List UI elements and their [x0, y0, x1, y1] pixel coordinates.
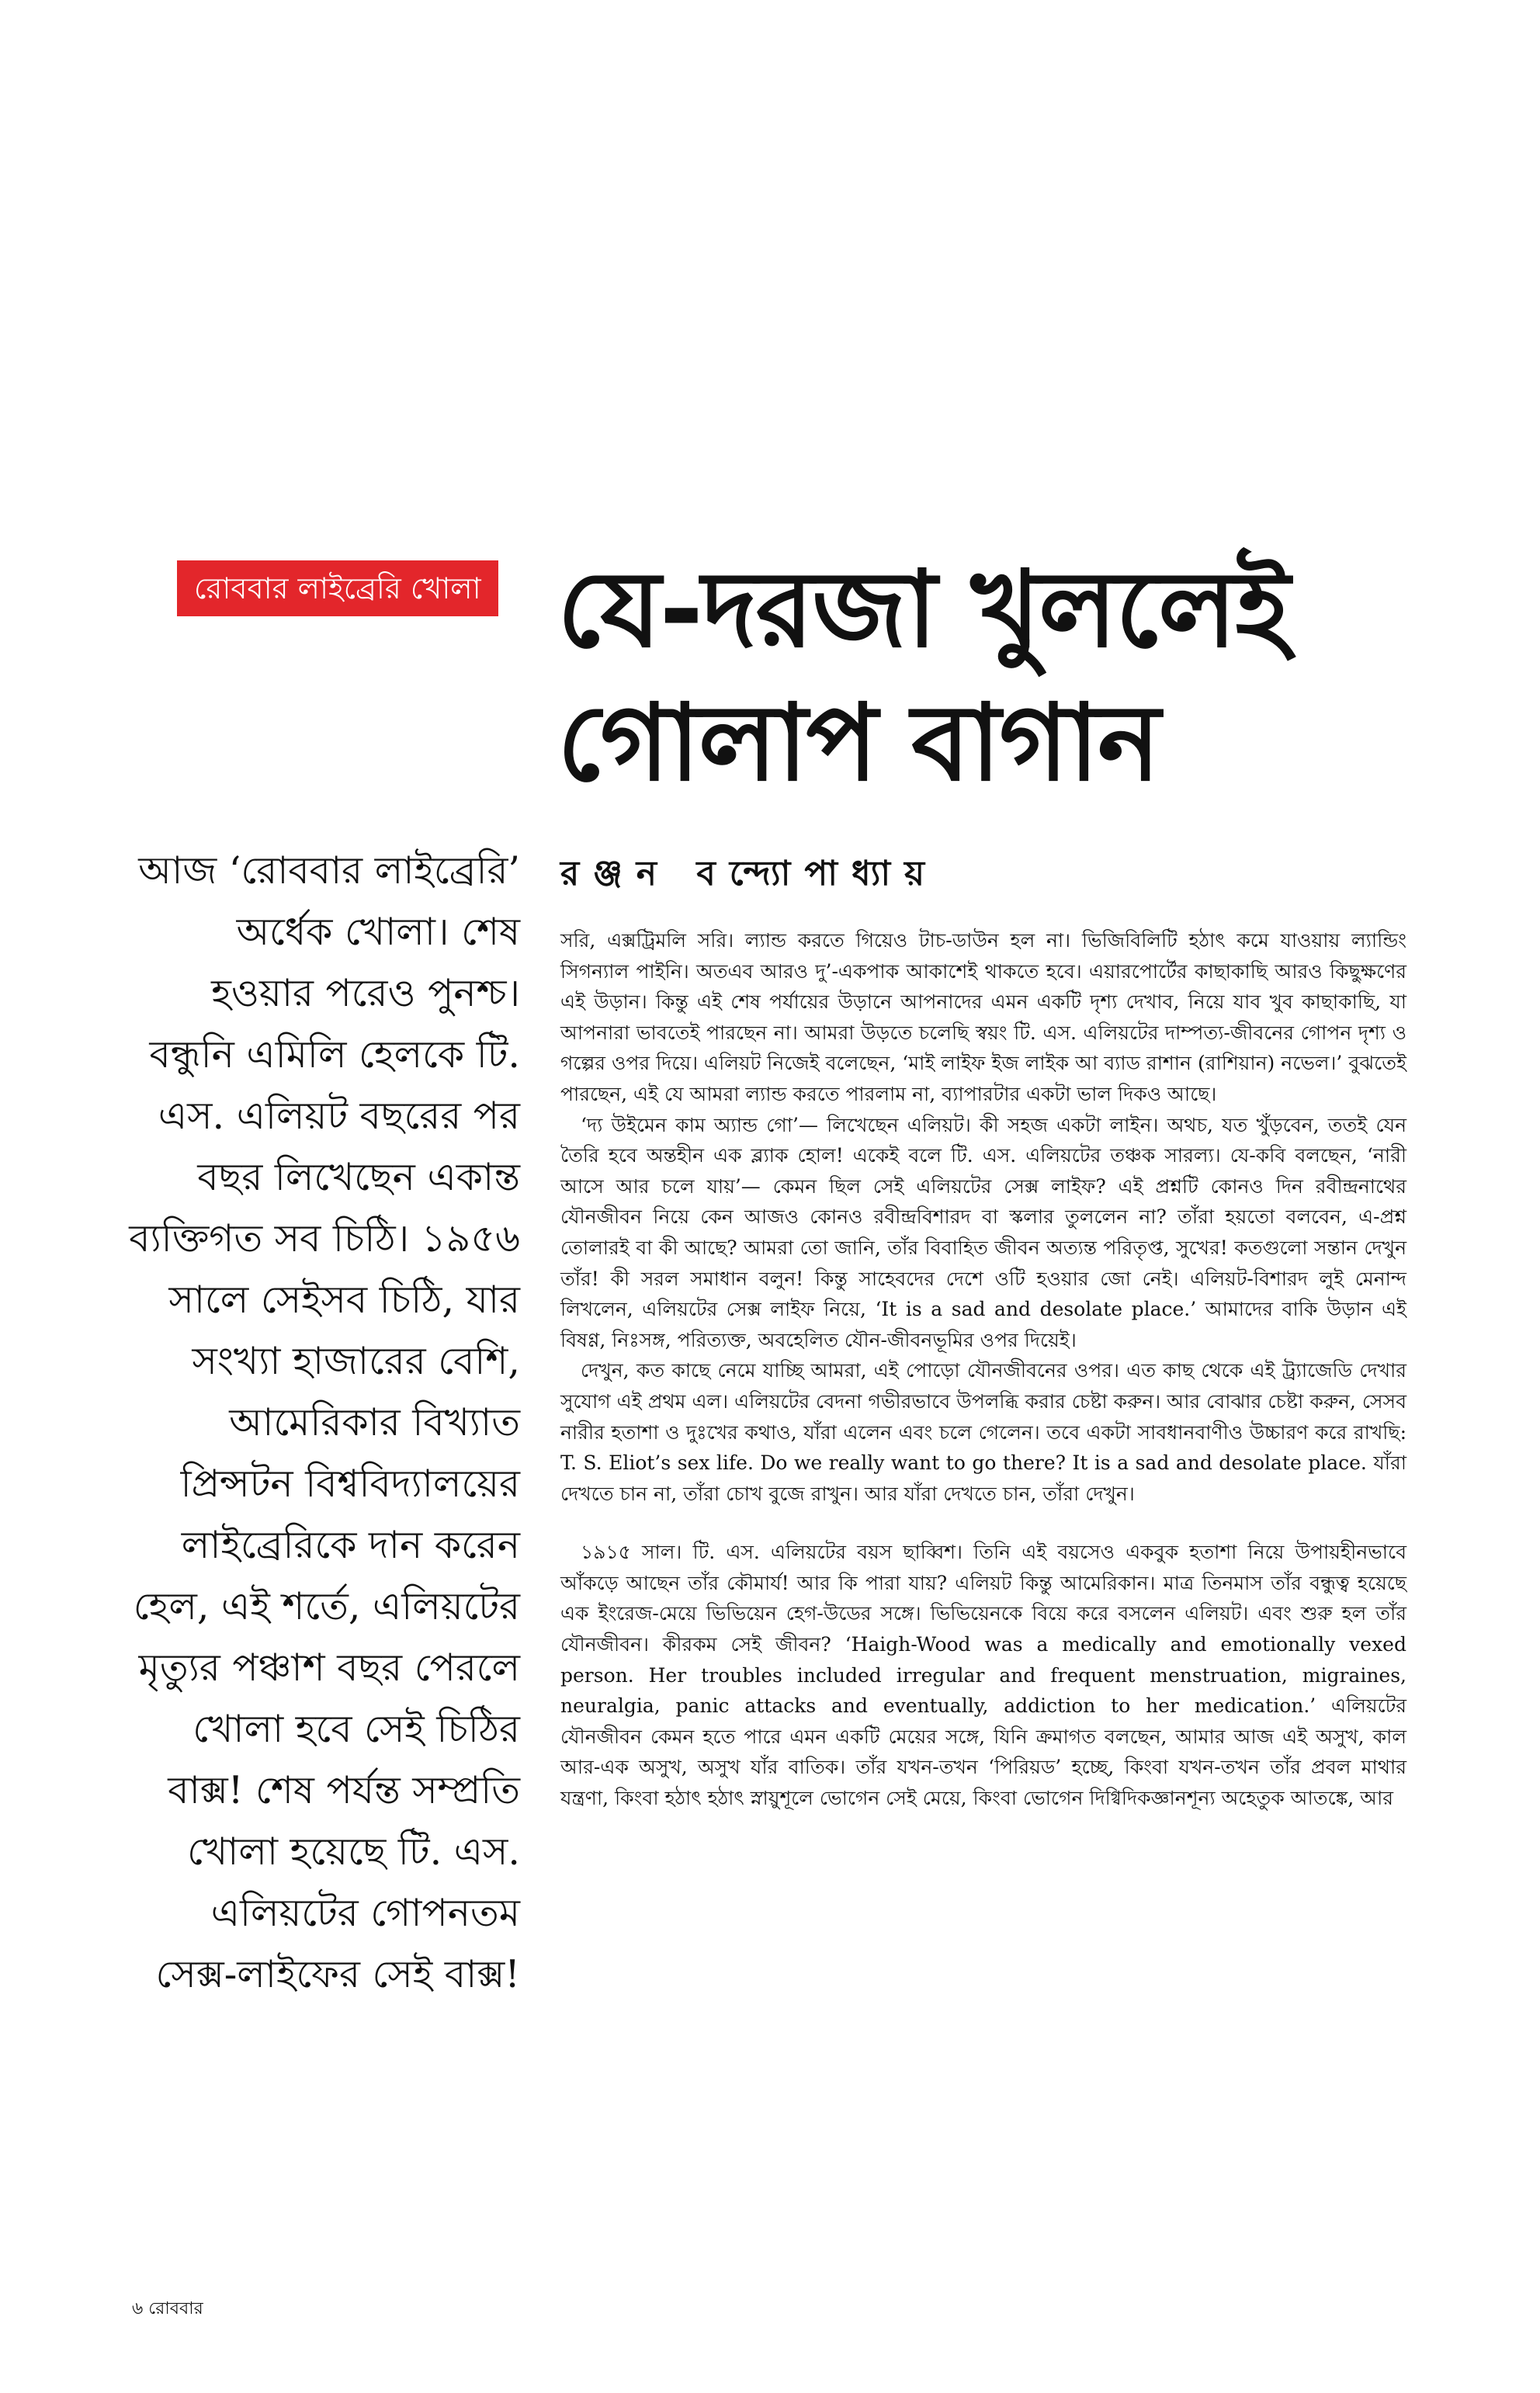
section-tag: রোববার লাইব্রেরি খোলা: [177, 560, 498, 616]
body-paragraph: দেখুন, কত কাছে নেমে যাচ্ছি আমরা, এই পোড়ো যৌনজীবনের ওপর। এত কাছ থেকে এই ট্র্যাজেডি দেখার সুযোগ এই প্রথম এল। এলিয়টের বেদনা গভীরভাবে উপলব্ধি করার চেষ্টা করুন। আর বোঝার চেষ্টা করুন, সেসব নারীর হতাশা ও দুঃখের কথাও, যাঁরা এলেন এবং চলে গেলেন। তবে একটা সাবধানবাণীও উচ্চারণ করে রাখছি: T. S. Eliot’s sex life. Do we really want to go there? It is a sad and desolate place. যাঁরা দেখতে চান না, তাঁরা চোখ বুজে রাখুন। আর যাঁরা দেখতে চান, তাঁরা দেখুন।: [560, 1359, 1406, 1505]
headline-line-2: গোলাপ বাগান: [557, 682, 1160, 805]
headline-line-1: যে-দরজা খুললেই: [557, 549, 1289, 671]
page-folio: ৬ রোববার: [132, 2299, 203, 2318]
body-paragraph: ১৯১৫ সাল। টি. এস. এলিয়টের বয়স ছাব্বিশ। তিনি এই বয়সেও একবুক হতাশা নিয়ে উপায়হীনভাবে আঁকড়ে আছেন তাঁর কৌমার্য! আর কি পারা যায়? এলিয়ট কিন্তু আমেরিকান। মাত্র তিনমাস তাঁর বন্ধুত্ব হয়েছে এক ইংরেজ-মেয়ে ভিভিয়েন হেগ-উডের সঙ্গে। ভিভিয়েনকে বিয়ে করে বসলেন এলিয়ট। এবং শুরু হল তাঁর যৌনজীবন। কীরকম সেই জীবন? ‘Haigh-Wood was a medically and emotionally vexed person. Her troubles included irregular and frequent menstruation, migraines, neuralgia, panic attacks and eventually, addiction to her medication.’ এলিয়টের যৌনজীবন কেমন হতে পারে এমন একটি মেয়ের সঙ্গে, যিনি ক্রমাগত বলছেন, আমার আজ এই অসুখ, কাল আর-এক অসুখ, অসুখ যাঁর বাতিক। তাঁর যখন-তখন ‘পিরিয়ড’ হচ্ছে, কিংবা যখন-তখন তাঁর প্রবল মাথার যন্ত্রণা, কিংবা হঠাৎ হঠাৎ স্নায়ুশূলে ভোগেন সেই মেয়ে, কিংবা ভোগেন দিগ্বিদিকজ্ঞানশূন্য অহেতুক আতঙ্কে, আর: [560, 1541, 1406, 1810]
headline: [557, 543, 1489, 810]
body-paragraph: ‘দ্য উইমেন কাম অ্যান্ড গো’— লিখেছেন এলিয়ট। কী সহজ একটা লাইন। অথচ, যত খুঁড়বেন, ততই যেন তৈরি হবে অন্তহীন এক ব্ল্যাক হোল! একেই বলে টি. এস. এলিয়টের তঞ্চক সারল্য। যে-কবি বলছেন, ‘নারী আসে আর চলে যায়’— কেমন ছিল সেই এলিয়টের সেক্স লাইফ? এই প্রশ্নটি কোনও দিন রবীন্দ্রনাথের যৌনজীবন নিয়ে কেন আজও কোনও রবীন্দ্রবিশারদ বা স্কলার তুললেন না? তাঁরা হয়তো বলবেন, এ-প্রশ্ন তোলারই বা কী আছে? আমরা তো জানি, তাঁর বিবাহিত জীবন অত্যন্ত পরিতৃপ্ত, সুখের! কতগুলো সন্তান দেখুন তাঁর! কী সরল সমাধান বলুন! কিন্তু সাহেবদের দেশে ওটি হওয়ার জো নেই। এলিয়ট-বিশারদ লুই মেনান্দ লিখলেন, এলিয়টের সেক্স লাইফ নিয়ে, ‘It is a sad and desolate place.’ আমাদের বাকি উড়ান এই বিষণ্ণ, নিঃসঙ্গ, পরিত্যক্ত, অবহেলিত যৌন-জীবনভূমির ওপর দিয়েই।: [560, 1113, 1406, 1351]
body-paragraph: সরি, এক্সট্রিমলি সরি। ল্যান্ড করতে গিয়েও টাচ-ডাউন হল না। ভিজিবিলিটি হঠাৎ কমে যাওয়ায় ল্যান্ডিং সিগন্যাল পাইনি। অতএব আরও দু’-একপাক আকাশেই থাকতে হবে। এয়ারপোর্টের কাছাকাছি আরও কিছুক্ষণের এই উড়ান। কিন্তু এই শেষ পর্যায়ের উড়ানে আপনাদের এমন একটি দৃশ্য দেখাব, নিয়ে যাব খুব কাছাকাছি, যা আপনারা ভাবতেই পারছেন না। আমরা উড়তে চলেছি স্বয়ং টি. এস. এলিয়টের দাম্পত্য-জীবনের গোপন দৃশ্য ও গল্পের ওপর দিয়ে। এলিয়ট নিজেই বলেছেন, ‘মাই লাইফ ইজ লাইক আ ব্যাড রাশান (রাশিয়ান) নভেল।’ বুঝতেই পারছেন, এই যে আমরা ল্যান্ড করতে পারলাম না, ব্যাপারটার একটা ভাল দিকও আছে।: [560, 929, 1406, 1105]
author-byline: রঞ্জন বন্দ্যোপাধ্যায়: [560, 854, 939, 893]
article-body: [560, 925, 1406, 1814]
pull-quote: আজ ‘রোববার লাইব্রেরি’ অর্ধেক খোলা। শেষ হওয়ার পরেও পুনশ্চ। বন্ধুনি এমিলি হেলকে টি. এস. এলিয়ট বছরের পর বছর লিখেছেন একান্ত ব্যক্তিগত সব চিঠি। ১৯৫৬ সালে সেইসব চিঠি, যার সংখ্যা হাজারের বেশি, আমেরিকার বিখ্যাত প্রিন্সটন বিশ্ববিদ্যালয়ের লাইব্রেরিকে দান করেন হেল, এই শর্তে, এলিয়টের মৃত্যুর পঞ্চাশ বছর পেরলে খোলা হবে সেই চিঠির বাক্স! শেষ পর্যন্ত সম্প্রতি খোলা হয়েছে টি. এস. এলিয়টের গোপনতম সেক্স-লাইফের সেই বাক্স!: [129, 848, 520, 1996]
